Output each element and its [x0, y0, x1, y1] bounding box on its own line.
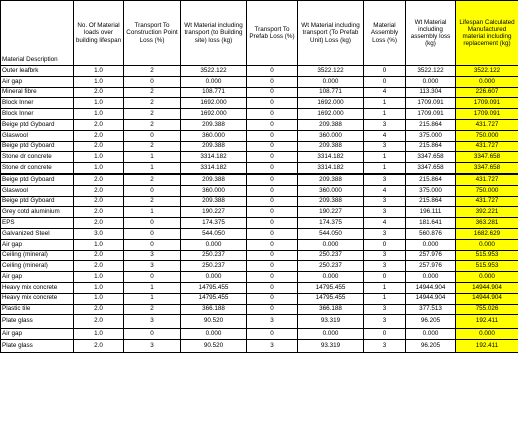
- cell-description: Plastic tile: [1, 304, 74, 315]
- cell-transport-loss: 0: [124, 185, 181, 196]
- table-row: [1, 130, 518, 141]
- cell-prefab-loss: 0: [247, 207, 298, 218]
- table-body: [1, 66, 518, 353]
- cell-lifespan-total: 3347.658: [456, 163, 518, 174]
- table-row: [1, 315, 518, 329]
- cell-wt-assembly: 3347.658: [406, 152, 456, 163]
- cell-wt-assembly: 375.000: [406, 185, 456, 196]
- cell-loads: 1.0: [74, 109, 124, 120]
- cell-wt-site: 90.520: [181, 339, 247, 353]
- cell-wt-assembly: 257.976: [406, 250, 456, 261]
- cell-loads: 1.0: [74, 272, 124, 283]
- cell-wt-assembly: 215.864: [406, 174, 456, 185]
- cell-wt-assembly: 257.976: [406, 261, 456, 272]
- cell-description: Mineral fibre: [1, 87, 74, 98]
- cell-assembly-loss: 3: [364, 119, 406, 130]
- cell-wt-assembly: 0.000: [406, 328, 456, 339]
- cell-transport-loss: 2: [124, 119, 181, 130]
- cell-wt-site: 544.050: [181, 228, 247, 239]
- cell-transport-loss: 2: [124, 196, 181, 207]
- cell-wt-assembly: 375.000: [406, 130, 456, 141]
- cell-wt-site: 90.520: [181, 315, 247, 329]
- cell-prefab-loss: 0: [247, 261, 298, 272]
- cell-wt-assembly: 215.864: [406, 196, 456, 207]
- cell-transport-loss: 0: [124, 76, 181, 87]
- cell-loads: 2.0: [74, 185, 124, 196]
- cell-assembly-loss: 0: [364, 66, 406, 77]
- cell-loads: 2.0: [74, 250, 124, 261]
- cell-wt-prefab: 250.237: [298, 261, 364, 272]
- cell-prefab-loss: 0: [247, 163, 298, 174]
- cell-wt-prefab: 209.388: [298, 141, 364, 152]
- cell-prefab-loss: 0: [247, 119, 298, 130]
- cell-wt-prefab: 3314.182: [298, 163, 364, 174]
- cell-transport-loss: 2: [124, 87, 181, 98]
- cell-description: Stone dr concrete: [1, 163, 74, 174]
- cell-loads: 1.0: [74, 282, 124, 293]
- cell-transport-loss: 2: [124, 174, 181, 185]
- cell-transport-loss: 1: [124, 163, 181, 174]
- table-row: [1, 109, 518, 120]
- header-assembly-loss: Material Assembly Loss (%): [364, 1, 406, 66]
- cell-wt-assembly: 113.304: [406, 87, 456, 98]
- cell-wt-site: 360.000: [181, 130, 247, 141]
- cell-prefab-loss: 0: [247, 282, 298, 293]
- cell-lifespan-total: 0.000: [456, 272, 518, 283]
- header-transport-construction-loss: Transport To Construction Point Loss (%): [124, 1, 181, 66]
- cell-loads: 1.0: [74, 76, 124, 87]
- cell-wt-prefab: 0.000: [298, 328, 364, 339]
- table-row: [1, 207, 518, 218]
- cell-assembly-loss: 1: [364, 282, 406, 293]
- cell-lifespan-total: 431.727: [456, 196, 518, 207]
- cell-description: Grey cotd aluminium: [1, 207, 74, 218]
- cell-wt-prefab: 1692.000: [298, 109, 364, 120]
- cell-lifespan-total: 192.411: [456, 315, 518, 329]
- cell-loads: 2.0: [74, 261, 124, 272]
- cell-assembly-loss: 0: [364, 239, 406, 250]
- cell-wt-site: 14795.455: [181, 282, 247, 293]
- cell-lifespan-total: 0.000: [456, 328, 518, 339]
- cell-lifespan-total: 1709.091: [456, 109, 518, 120]
- table-row: [1, 87, 518, 98]
- cell-assembly-loss: 1: [364, 152, 406, 163]
- cell-wt-assembly: 1709.091: [406, 109, 456, 120]
- cell-wt-assembly: 196.111: [406, 207, 456, 218]
- cell-lifespan-total: 14944.904: [456, 282, 518, 293]
- cell-lifespan-total: 515.953: [456, 250, 518, 261]
- table-row: [1, 141, 518, 152]
- cell-description: Beige ptd Gyboard: [1, 174, 74, 185]
- cell-assembly-loss: 4: [364, 185, 406, 196]
- cell-description: EPS: [1, 218, 74, 229]
- cell-prefab-loss: 0: [247, 185, 298, 196]
- cell-transport-loss: 0: [124, 328, 181, 339]
- cell-lifespan-total: 431.727: [456, 174, 518, 185]
- header-row: [1, 1, 518, 66]
- cell-prefab-loss: 0: [247, 328, 298, 339]
- cell-wt-site: 0.000: [181, 239, 247, 250]
- cell-prefab-loss: 0: [247, 304, 298, 315]
- table-row: [1, 339, 518, 353]
- cell-wt-assembly: 215.864: [406, 119, 456, 130]
- cell-wt-site: 1692.000: [181, 109, 247, 120]
- cell-lifespan-total: 0.000: [456, 239, 518, 250]
- cell-description: Heavy mix concrete: [1, 293, 74, 304]
- cell-wt-site: 3314.182: [181, 163, 247, 174]
- cell-wt-prefab: 1692.000: [298, 98, 364, 109]
- header-wt-prefab-unit: Wt Material including transport (To Prefab Unit) Loss (kg): [298, 1, 364, 66]
- header-wt-assembly: Wt Material including assembly loss (kg): [406, 1, 456, 66]
- cell-wt-assembly: 14944.904: [406, 293, 456, 304]
- cell-transport-loss: 2: [124, 66, 181, 77]
- cell-loads: 2.0: [74, 196, 124, 207]
- cell-wt-site: 209.388: [181, 174, 247, 185]
- cell-wt-assembly: 1709.091: [406, 98, 456, 109]
- header-material-loads: No. Of Material loads over building lifespan: [74, 1, 124, 66]
- cell-wt-site: 1692.000: [181, 98, 247, 109]
- cell-wt-prefab: 250.237: [298, 250, 364, 261]
- table-row: [1, 293, 518, 304]
- cell-wt-site: 0.000: [181, 272, 247, 283]
- table-row: [1, 66, 518, 77]
- table-row: [1, 328, 518, 339]
- cell-assembly-loss: 3: [364, 141, 406, 152]
- cell-assembly-loss: 4: [364, 87, 406, 98]
- cell-assembly-loss: 1: [364, 98, 406, 109]
- cell-transport-loss: 0: [124, 272, 181, 283]
- cell-prefab-loss: 0: [247, 76, 298, 87]
- cell-wt-site: 174.375: [181, 218, 247, 229]
- table-row: [1, 304, 518, 315]
- cell-wt-prefab: 14795.455: [298, 293, 364, 304]
- cell-description: Glaswool: [1, 130, 74, 141]
- table-row: [1, 185, 518, 196]
- header-material-description: Material Description: [1, 1, 74, 66]
- cell-wt-prefab: 3314.182: [298, 152, 364, 163]
- cell-lifespan-total: 392.221: [456, 207, 518, 218]
- table-row: [1, 239, 518, 250]
- cell-prefab-loss: 3: [247, 339, 298, 353]
- cell-prefab-loss: 0: [247, 196, 298, 207]
- cell-prefab-loss: 0: [247, 218, 298, 229]
- cell-loads: 1.0: [74, 239, 124, 250]
- cell-wt-prefab: 360.000: [298, 185, 364, 196]
- cell-assembly-loss: 3: [364, 339, 406, 353]
- cell-wt-prefab: 14795.455: [298, 282, 364, 293]
- table-row: [1, 272, 518, 283]
- cell-wt-assembly: 0.000: [406, 76, 456, 87]
- cell-prefab-loss: 0: [247, 141, 298, 152]
- cell-transport-loss: 3: [124, 315, 181, 329]
- cell-transport-loss: 1: [124, 282, 181, 293]
- cell-loads: 2.0: [74, 141, 124, 152]
- cell-description: Air gap: [1, 239, 74, 250]
- cell-prefab-loss: 0: [247, 293, 298, 304]
- cell-description: Beige ptd Gyboard: [1, 119, 74, 130]
- cell-prefab-loss: 0: [247, 152, 298, 163]
- cell-assembly-loss: 0: [364, 76, 406, 87]
- cell-loads: 2.0: [74, 174, 124, 185]
- cell-loads: 2.0: [74, 339, 124, 353]
- cell-assembly-loss: 3: [364, 250, 406, 261]
- cell-wt-site: 3522.122: [181, 66, 247, 77]
- cell-assembly-loss: 3: [364, 207, 406, 218]
- cell-loads: 2.0: [74, 130, 124, 141]
- cell-transport-loss: 0: [124, 130, 181, 141]
- cell-prefab-loss: 0: [247, 109, 298, 120]
- cell-prefab-loss: 0: [247, 98, 298, 109]
- cell-wt-site: 190.227: [181, 207, 247, 218]
- cell-wt-prefab: 0.000: [298, 239, 364, 250]
- cell-assembly-loss: 0: [364, 328, 406, 339]
- cell-wt-site: 0.000: [181, 328, 247, 339]
- cell-prefab-loss: 0: [247, 228, 298, 239]
- cell-loads: 1.0: [74, 328, 124, 339]
- cell-wt-assembly: 0.000: [406, 272, 456, 283]
- cell-wt-site: 209.388: [181, 119, 247, 130]
- cell-transport-loss: 1: [124, 293, 181, 304]
- cell-transport-loss: 0: [124, 218, 181, 229]
- cell-wt-site: 209.388: [181, 196, 247, 207]
- cell-lifespan-total: 515.953: [456, 261, 518, 272]
- cell-assembly-loss: 4: [364, 218, 406, 229]
- cell-transport-loss: 0: [124, 239, 181, 250]
- table-row: [1, 152, 518, 163]
- cell-assembly-loss: 3: [364, 261, 406, 272]
- cell-lifespan-total: 363.281: [456, 218, 518, 229]
- cell-transport-loss: 2: [124, 141, 181, 152]
- cell-transport-loss: 2: [124, 304, 181, 315]
- cell-assembly-loss: 3: [364, 315, 406, 329]
- cell-wt-assembly: 3347.658: [406, 163, 456, 174]
- cell-prefab-loss: 0: [247, 174, 298, 185]
- cell-wt-prefab: 3522.122: [298, 66, 364, 77]
- cell-lifespan-total: 750.000: [456, 130, 518, 141]
- cell-description: Air gap: [1, 328, 74, 339]
- cell-wt-site: 209.388: [181, 141, 247, 152]
- cell-transport-loss: 3: [124, 339, 181, 353]
- cell-loads: 1.0: [74, 66, 124, 77]
- cell-loads: 2.0: [74, 87, 124, 98]
- cell-description: Plate glass: [1, 339, 74, 353]
- cell-wt-prefab: 360.000: [298, 130, 364, 141]
- cell-lifespan-total: 750.000: [456, 185, 518, 196]
- cell-loads: 2.0: [74, 207, 124, 218]
- table-row: [1, 76, 518, 87]
- cell-transport-loss: 3: [124, 261, 181, 272]
- cell-wt-prefab: 0.000: [298, 272, 364, 283]
- cell-transport-loss: 1: [124, 152, 181, 163]
- cell-loads: 1.0: [74, 293, 124, 304]
- cell-wt-assembly: 96.205: [406, 315, 456, 329]
- cell-description: Air gap: [1, 76, 74, 87]
- cell-lifespan-total: 1682.629: [456, 228, 518, 239]
- cell-transport-loss: 2: [124, 109, 181, 120]
- cell-description: Outer leafbrk: [1, 66, 74, 77]
- cell-prefab-loss: 3: [247, 315, 298, 329]
- cell-wt-assembly: 0.000: [406, 239, 456, 250]
- cell-transport-loss: 3: [124, 250, 181, 261]
- cell-wt-assembly: 377.513: [406, 304, 456, 315]
- table-row: [1, 174, 518, 185]
- cell-description: Galvanized Steel: [1, 228, 74, 239]
- cell-prefab-loss: 0: [247, 130, 298, 141]
- cell-wt-prefab: 209.388: [298, 174, 364, 185]
- cell-wt-prefab: 544.050: [298, 228, 364, 239]
- cell-lifespan-total: 431.727: [456, 119, 518, 130]
- cell-lifespan-total: 3347.658: [456, 152, 518, 163]
- cell-assembly-loss: 0: [364, 272, 406, 283]
- cell-assembly-loss: 4: [364, 130, 406, 141]
- cell-description: Heavy mix concrete: [1, 282, 74, 293]
- cell-loads: 3.0: [74, 228, 124, 239]
- table-row: [1, 98, 518, 109]
- cell-description: Glaswool: [1, 185, 74, 196]
- cell-assembly-loss: 1: [364, 293, 406, 304]
- cell-wt-assembly: 3522.122: [406, 66, 456, 77]
- cell-transport-loss: 0: [124, 228, 181, 239]
- table-row: [1, 228, 518, 239]
- cell-loads: 2.0: [74, 304, 124, 315]
- cell-description: Beige ptd Gyboard: [1, 141, 74, 152]
- cell-wt-prefab: 209.388: [298, 119, 364, 130]
- cell-prefab-loss: 0: [247, 272, 298, 283]
- cell-wt-site: 14795.455: [181, 293, 247, 304]
- cell-wt-assembly: 14944.904: [406, 282, 456, 293]
- cell-loads: 1.0: [74, 152, 124, 163]
- cell-description: Beige ptd Gyboard: [1, 196, 74, 207]
- cell-description: Air gap: [1, 272, 74, 283]
- cell-lifespan-total: 226.607: [456, 87, 518, 98]
- table-row: [1, 119, 518, 130]
- cell-wt-site: 3314.182: [181, 152, 247, 163]
- table-row: [1, 261, 518, 272]
- cell-wt-assembly: 215.864: [406, 141, 456, 152]
- cell-lifespan-total: 3522.122: [456, 66, 518, 77]
- cell-prefab-loss: 0: [247, 250, 298, 261]
- cell-assembly-loss: 1: [364, 163, 406, 174]
- cell-prefab-loss: 0: [247, 87, 298, 98]
- cell-loads: 1.0: [74, 98, 124, 109]
- cell-description: Ceiling (mineral): [1, 261, 74, 272]
- table-row: [1, 282, 518, 293]
- table-row: [1, 218, 518, 229]
- cell-assembly-loss: 3: [364, 196, 406, 207]
- cell-wt-assembly: 181.641: [406, 218, 456, 229]
- cell-transport-loss: 1: [124, 207, 181, 218]
- cell-description: Block Inner: [1, 109, 74, 120]
- cell-assembly-loss: 3: [364, 304, 406, 315]
- cell-loads: 1.0: [74, 163, 124, 174]
- cell-lifespan-total: 1709.091: [456, 98, 518, 109]
- cell-lifespan-total: 431.727: [456, 141, 518, 152]
- cell-wt-prefab: 93.319: [298, 315, 364, 329]
- table-row: [1, 163, 518, 174]
- cell-wt-assembly: 560.876: [406, 228, 456, 239]
- cell-description: Block Inner: [1, 98, 74, 109]
- cell-assembly-loss: 3: [364, 174, 406, 185]
- cell-wt-prefab: 190.227: [298, 207, 364, 218]
- table-row: [1, 196, 518, 207]
- cell-lifespan-total: 14944.904: [456, 293, 518, 304]
- cell-wt-prefab: 108.771: [298, 87, 364, 98]
- cell-wt-site: 366.188: [181, 304, 247, 315]
- cell-wt-prefab: 366.188: [298, 304, 364, 315]
- header-transport-prefab-loss: Transport To Prefab Loss (%): [247, 1, 298, 66]
- cell-loads: 2.0: [74, 119, 124, 130]
- cell-assembly-loss: 1: [364, 109, 406, 120]
- cell-prefab-loss: 0: [247, 239, 298, 250]
- cell-transport-loss: 2: [124, 98, 181, 109]
- cell-assembly-loss: 3: [364, 228, 406, 239]
- cell-wt-site: 0.000: [181, 76, 247, 87]
- table-row: [1, 250, 518, 261]
- cell-wt-assembly: 96.205: [406, 339, 456, 353]
- cell-lifespan-total: 192.411: [456, 339, 518, 353]
- cell-loads: 2.0: [74, 218, 124, 229]
- cell-wt-site: 250.237: [181, 250, 247, 261]
- cell-wt-prefab: 0.000: [298, 76, 364, 87]
- cell-lifespan-total: 755.026: [456, 304, 518, 315]
- cell-wt-site: 108.771: [181, 87, 247, 98]
- cell-prefab-loss: 0: [247, 66, 298, 77]
- cell-description: Stone dr concrete: [1, 152, 74, 163]
- header-lifespan-total: Lifespan Calculated Manufactured material including replacement (kg): [456, 1, 518, 66]
- cell-wt-site: 250.237: [181, 261, 247, 272]
- cell-wt-site: 360.000: [181, 185, 247, 196]
- cell-loads: 2.0: [74, 315, 124, 329]
- cell-lifespan-total: 0.000: [456, 76, 518, 87]
- cell-wt-prefab: 174.375: [298, 218, 364, 229]
- cell-wt-prefab: 209.388: [298, 196, 364, 207]
- cell-description: Plate glass: [1, 315, 74, 329]
- header-wt-building-site: Wt Material including transport (to Building site) loss (kg): [181, 1, 247, 66]
- cell-wt-prefab: 93.319: [298, 339, 364, 353]
- cell-description: Ceiling (mineral): [1, 250, 74, 261]
